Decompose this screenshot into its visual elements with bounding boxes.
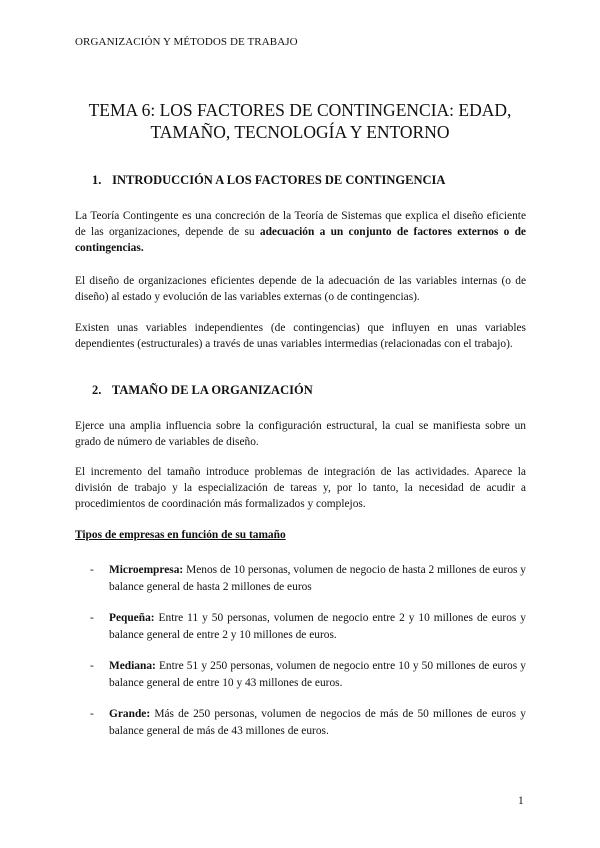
list-bullet: - xyxy=(90,612,94,624)
list-item-text xyxy=(109,658,526,691)
list-item-pequena xyxy=(90,610,526,643)
section-1-number: 1. xyxy=(92,173,102,187)
list-item-grande xyxy=(90,706,526,739)
section-1-paragraph-2: El diseño de organizaciones eficientes depende de la adecuación de las variables internas (o de diseño) al estado y evolución de las variables externas (o de contingencias). xyxy=(75,275,526,304)
section-2-paragraph-2: El incremento del tamaño introduce problemas de integración de las actividades. Aparece la división de trabajo y la especialización de tareas y, por lo tanto, la necesidad de acudir a procedimientos de coordinación más formalizados y complejos. xyxy=(75,466,526,511)
section-2-title: TAMAÑO DE LA ORGANIZACIÓN xyxy=(111,383,313,397)
list-item-label: Mediana: xyxy=(109,660,156,672)
title-line-2: TAMAÑO, TECNOLOGÍA Y ENTORNO xyxy=(150,121,450,142)
section-1-heading xyxy=(92,173,445,188)
section-2-paragraph-1: Ejerce una amplia influencia sobre la configuración estructural, la cual se manifiesta sobre un grado de número de variables de diseño. xyxy=(75,420,526,449)
list-item-microempresa xyxy=(90,562,526,595)
list-item-description: Más de 250 personas, volumen de negocios de más de 50 millones de euros y balance general de más de 43 millones de euros. xyxy=(109,708,526,737)
list-item-text xyxy=(109,706,526,739)
section-1-paragraph-1 xyxy=(75,208,526,257)
page-number: 1 xyxy=(518,795,524,807)
list-item-description: Entre 51 y 250 personas, volumen de negocio entre 10 y 50 millones de euros y balance general de entre 10 y 43 millones de euros. xyxy=(109,660,526,689)
list-bullet: - xyxy=(90,660,94,672)
list-item-label: Pequeña: xyxy=(109,612,155,624)
section-1-paragraph-3: Existen unas variables independientes (de contingencias) que influyen en unas variables dependientes (estructurales) a través de unas variables intermedias (relacionadas con el trabajo). xyxy=(75,322,526,351)
section-1-paragraph-1-text: La Teoría Contingente es una concreción de la Teoría de Sistemas que explica el diseño eficiente de las organizaciones, depende de su xyxy=(75,210,526,239)
document-title xyxy=(60,99,540,143)
company-types-subheading: Tipos de empresas en función de su tamaño xyxy=(75,529,286,541)
list-item-description: Entre 11 y 50 personas, volumen de negocio entre 2 y 10 millones de euros y balance general de entre 2 y 10 millones de euros. xyxy=(109,612,526,641)
title-line-1: TEMA 6: LOS FACTORES DE CONTINGENCIA: EDAD, xyxy=(88,99,512,120)
list-item-label: Grande: xyxy=(109,708,151,720)
running-header: ORGANIZACIÓN Y MÉTODOS DE TRABAJO xyxy=(75,36,298,48)
section-1-title: INTRODUCCIÓN A LOS FACTORES DE CONTINGENCIA xyxy=(112,173,446,187)
list-item-label: Microempresa: xyxy=(109,564,184,576)
list-bullet: - xyxy=(90,564,94,576)
list-bullet: - xyxy=(90,708,94,720)
list-item-mediana xyxy=(90,658,526,691)
list-item-text xyxy=(109,562,526,595)
list-item-description: Menos de 10 personas, volumen de negocio de hasta 2 millones de euros y balance general de hasta 2 millones de euros xyxy=(109,564,526,593)
section-2-heading xyxy=(92,383,313,398)
section-1-paragraph-1-emphasis: adecuación a un conjunto de factores externos o de contingencias. xyxy=(75,226,526,255)
section-2-number: 2. xyxy=(92,383,102,397)
list-item-text xyxy=(109,610,526,643)
